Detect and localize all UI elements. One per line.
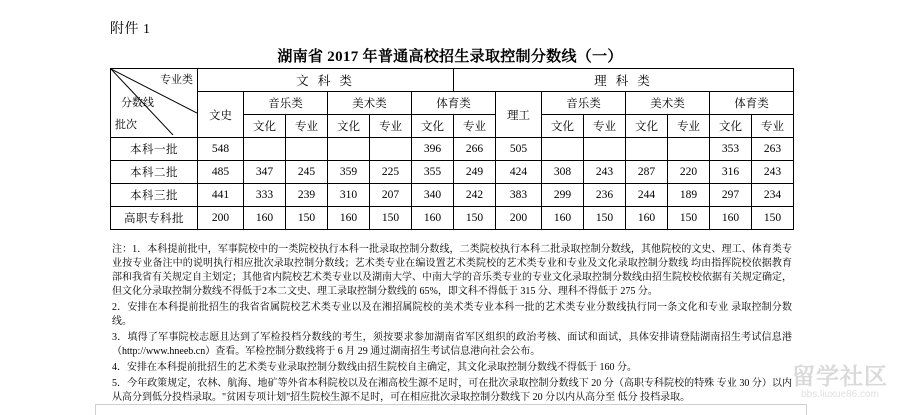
column-header: 文化 <box>710 115 752 138</box>
page-bottom-divider <box>95 404 807 415</box>
corner-score-label: 分数线 <box>121 97 154 109</box>
table-cell: 266 <box>454 138 496 161</box>
table-cell: 239 <box>286 184 328 207</box>
table-cell: 160 <box>542 207 584 230</box>
subject-header-wenshi: 文史 <box>198 92 244 138</box>
attachment-label: 附件 1 <box>110 22 151 37</box>
table-cell: 225 <box>370 161 412 184</box>
table-cell: 355 <box>412 161 454 184</box>
table-cell: 287 <box>626 161 668 184</box>
table-cell: 160 <box>710 207 752 230</box>
table-cell: 485 <box>198 161 244 184</box>
table-cell: 243 <box>752 161 794 184</box>
table-cell: 160 <box>626 207 668 230</box>
table-cell <box>626 138 668 161</box>
column-header: 文化 <box>244 115 286 138</box>
note-item: 3．填得了军事院校志愿且达到了军检投档分数线的考生，须按要求参加湖南省军区组织的政治考核、面试和面试，具体安排请登陆湖南招生考试信息港（http://www.hneeb.cn）查看。军检控制分数线将于 6 月 29 通过湖南招生考试信息港向社会公布。 <box>112 332 792 357</box>
table-cell: 548 <box>198 138 244 161</box>
table-row <box>111 207 794 230</box>
table-cell: 333 <box>244 184 286 207</box>
row-label: 高职专科批 <box>111 207 198 230</box>
note-item: 注：1．本科提前批中，军事院校中的一类院校执行本科一批录取控制分数线，二类院校执行本科二批录取控制分数线，其他院校的文史、理工、体育类专业按专业备注中的说明执行相应批次录取控制分数线；艺术类专业在编设置艺术类院校的艺术类专业和专业及文化录取控制分数线 均由指挥院校依据教育部和我省有关规定自主划定；其他省内院校艺术类专业以及湖南大学、中南大学的音乐类专业的专业文化录取控制分数线由招生院校校依据有关规定确定，但文化分录取控制分数线不得低于2本二文史、理工录取控制分数线的 65%，即文科不得低于 315 分、理科不得低于 275 分。 <box>112 244 792 297</box>
table-cell: 396 <box>412 138 454 161</box>
table-cell: 505 <box>496 138 542 161</box>
table-cell <box>286 138 328 161</box>
subject-header-music-arts: 音乐类 <box>244 92 328 115</box>
table-cell: 245 <box>286 161 328 184</box>
column-header: 专业 <box>286 115 328 138</box>
table-cell: 150 <box>584 207 626 230</box>
table-cell: 220 <box>668 161 710 184</box>
table-cell: 160 <box>328 207 370 230</box>
table-cell: 263 <box>752 138 794 161</box>
column-header: 专业 <box>584 115 626 138</box>
column-header: 专业 <box>752 115 794 138</box>
table-cell <box>668 138 710 161</box>
table-cell: 340 <box>412 184 454 207</box>
table-cell: 424 <box>496 161 542 184</box>
subject-header-sports-arts: 体育类 <box>412 92 496 115</box>
subject-header-ligong: 理工 <box>496 92 542 138</box>
table-cell <box>370 138 412 161</box>
table-cell <box>244 138 286 161</box>
table-cell <box>328 138 370 161</box>
table-cell <box>542 138 584 161</box>
notes-section <box>112 243 792 407</box>
table-cell: 150 <box>454 207 496 230</box>
table-cell: 200 <box>198 207 244 230</box>
table-cell: 234 <box>752 184 794 207</box>
watermark-title: 留学社区 <box>792 363 888 389</box>
table-cell <box>584 138 626 161</box>
column-header: 文化 <box>412 115 454 138</box>
row-label: 本科三批 <box>111 184 198 207</box>
column-header: 文化 <box>328 115 370 138</box>
page-title: 湖南省 2017 年普通高校招生录取控制分数线（一） <box>277 49 623 65</box>
row-label: 本科二批 <box>111 161 198 184</box>
corner-batch-label: 批次 <box>115 119 137 131</box>
column-header: 专业 <box>668 115 710 138</box>
table-cell: 347 <box>244 161 286 184</box>
table-cell: 316 <box>710 161 752 184</box>
table-cell: 308 <box>542 161 584 184</box>
table-cell: 200 <box>496 207 542 230</box>
group-header-science: 理 科 类 <box>454 69 794 92</box>
column-header: 文化 <box>626 115 668 138</box>
column-header: 专业 <box>454 115 496 138</box>
subject-header-fineart-science: 美术类 <box>626 92 710 115</box>
table-cell: 207 <box>370 184 412 207</box>
column-header: 专业 <box>370 115 412 138</box>
table-cell: 383 <box>496 184 542 207</box>
table-corner-header <box>111 69 198 138</box>
table-cell: 359 <box>328 161 370 184</box>
table-cell: 189 <box>668 184 710 207</box>
table-cell: 242 <box>454 184 496 207</box>
table-cell: 150 <box>286 207 328 230</box>
corner-major-label: 专业类 <box>160 74 193 86</box>
table-cell: 150 <box>668 207 710 230</box>
subject-header-music-science: 音乐类 <box>542 92 626 115</box>
table-cell: 353 <box>710 138 752 161</box>
table-cell: 160 <box>244 207 286 230</box>
table-row <box>111 138 794 161</box>
table-cell: 150 <box>752 207 794 230</box>
watermark-url: bbs.liuxue86.com <box>801 389 879 400</box>
table-cell: 150 <box>370 207 412 230</box>
table-cell: 441 <box>198 184 244 207</box>
table-row <box>111 184 794 207</box>
table-cell: 243 <box>584 161 626 184</box>
table-cell: 236 <box>584 184 626 207</box>
column-header: 文化 <box>542 115 584 138</box>
table-cell: 310 <box>328 184 370 207</box>
score-line-table <box>110 68 794 230</box>
table-row <box>111 161 794 184</box>
table-cell: 249 <box>454 161 496 184</box>
subject-header-sports-science: 体育类 <box>710 92 794 115</box>
group-header-liberal-arts: 文 科 类 <box>198 69 454 92</box>
table-cell: 297 <box>710 184 752 207</box>
table-cell: 299 <box>542 184 584 207</box>
table-cell: 244 <box>626 184 668 207</box>
note-item: 5．今年政策规定，农林、航海、地矿等外省本科院校以及在湘高校生源不足时，可在批次录取控制分数线下 20 分（高职专科院校的特殊 专业 30 分）以内从高分到低分投档录取。"贫困专项计划"招生院校生源不足时，可在相应批次录取控制分数线下 20 分以内从高分至 低分 投档录取。 <box>112 378 792 403</box>
note-item: 4．安排在本科提前批招生的艺术类专业录取控制分数线由招生院校自主确定，其文化录取控制分数线不得低于 160 分。 <box>112 362 637 373</box>
subject-header-fineart-arts: 美术类 <box>328 92 412 115</box>
note-item: 2．安排在本科提前批招生的我省省属院校艺术类专业以及在湘招属院校的美术类专业本科一批的艺术类专业分数线执行同一条文化和专业 录取控制分数线。 <box>112 302 792 327</box>
watermark <box>792 358 888 400</box>
row-label: 本科一批 <box>111 138 198 161</box>
table-cell: 160 <box>412 207 454 230</box>
